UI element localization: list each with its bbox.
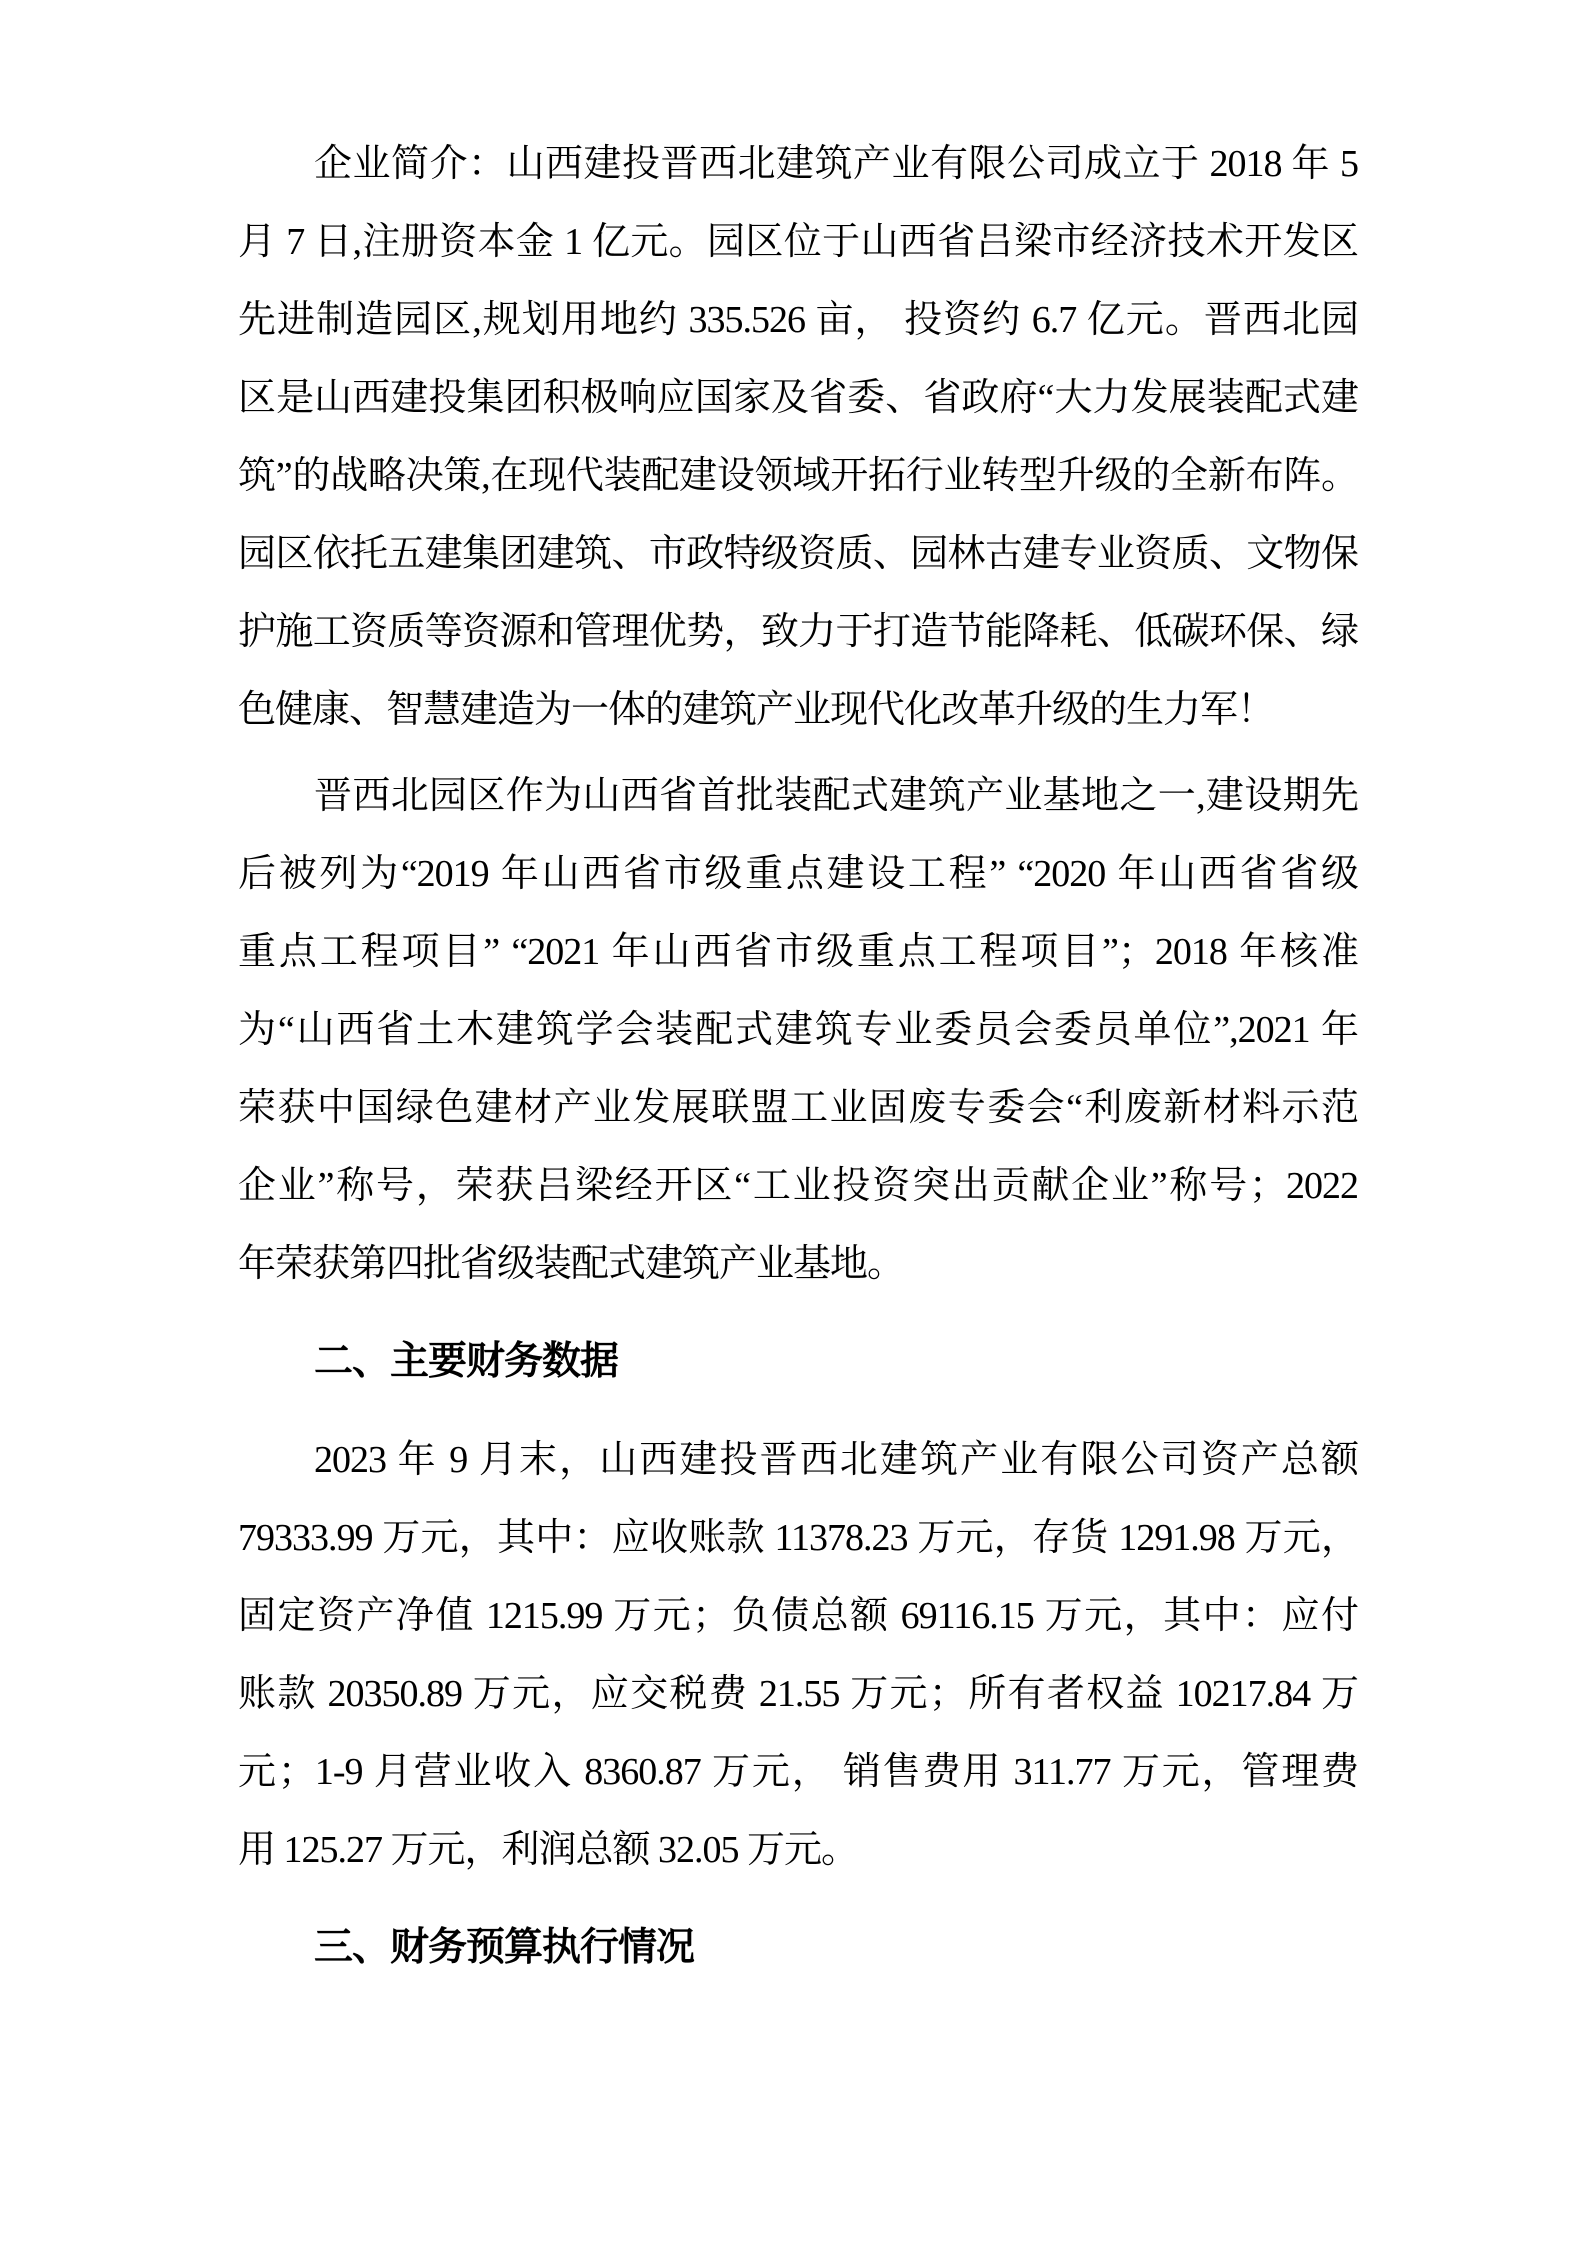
text-line: 荣获中国绿色建材产业发展联盟工业固废专委会“利废新材料示范: [238, 1087, 1358, 1129]
paragraph-financial-data: [238, 1421, 1358, 1889]
text-line: 后被列为“2019 年山西省市级重点建设工程” “2020 年山西省省级: [238, 853, 1358, 895]
heading-budget-execution: [238, 1909, 1358, 1987]
text-line: 2023 年 9 月末，山西建投晋西北建筑产业有限公司资产总额: [314, 1439, 1358, 1481]
text-line: 月 7 日,注册资本金 1 亿元。园区位于山西省吕梁市经济技术开发区: [238, 221, 1358, 263]
heading-text: 二、主要财务数据: [314, 1340, 619, 1383]
heading-text: 三、财务预算执行情况: [314, 1926, 695, 1969]
text-line: 色健康、智慧建造为一体的建筑产业现代化改革升级的生力军！: [238, 689, 1275, 731]
text-line: 护施工资质等资源和管理优势，致力于打造节能降耗、低碳环保、绿: [238, 611, 1358, 653]
text-line: 企业”称号，荣获吕梁经开区“工业投资突出贡献企业”称号；2022: [238, 1165, 1358, 1207]
text-line: 重点工程项目” “2021 年山西省市级重点工程项目”；2018 年核准: [238, 931, 1358, 973]
text-line: 固定资产净值 1215.99 万元；负债总额 69116.15 万元，其中：应付: [238, 1595, 1358, 1637]
paragraph-company-profile: [238, 125, 1358, 749]
text-line: 筑”的战略决策,在现代装配建设领域开拓行业转型升级的全新布阵。: [238, 455, 1358, 497]
paragraph-park-honors: [238, 757, 1358, 1303]
text-line: 用 125.27 万元，利润总额 32.05 万元。: [238, 1829, 859, 1871]
text-line: 为“山西省土木建筑学会装配式建筑专业委员会委员单位”,2021 年: [238, 1009, 1358, 1051]
text-line: 账款 20350.89 万元，应交税费 21.55 万元；所有者权益 10217.84 万: [238, 1673, 1358, 1715]
text-line: 园区依托五建集团建筑、市政特级资质、园林古建专业资质、文物保: [238, 533, 1358, 575]
heading-financial-data: [238, 1323, 1358, 1401]
text-line: 区是山西建投集团积极响应国家及省委、省政府“大力发展装配式建: [238, 377, 1358, 419]
text-line: 先进制造园区,规划用地约 335.526 亩， 投资约 6.7 亿元。晋西北园: [238, 299, 1358, 341]
text-line: 79333.99 万元，其中：应收账款 11378.23 万元，存货 1291.98 万元，: [238, 1517, 1358, 1559]
text-line: 元；1-9 月营业收入 8360.87 万元， 销售费用 311.77 万元，管理费: [238, 1751, 1358, 1793]
text-line: 晋西北园区作为山西省首批装配式建筑产业基地之一,建设期先: [314, 775, 1358, 817]
text-line: 企业简介：山西建投晋西北建筑产业有限公司成立于 2018 年 5: [314, 143, 1358, 185]
text-line: 年荣获第四批省级装配式建筑产业基地。: [238, 1243, 905, 1285]
